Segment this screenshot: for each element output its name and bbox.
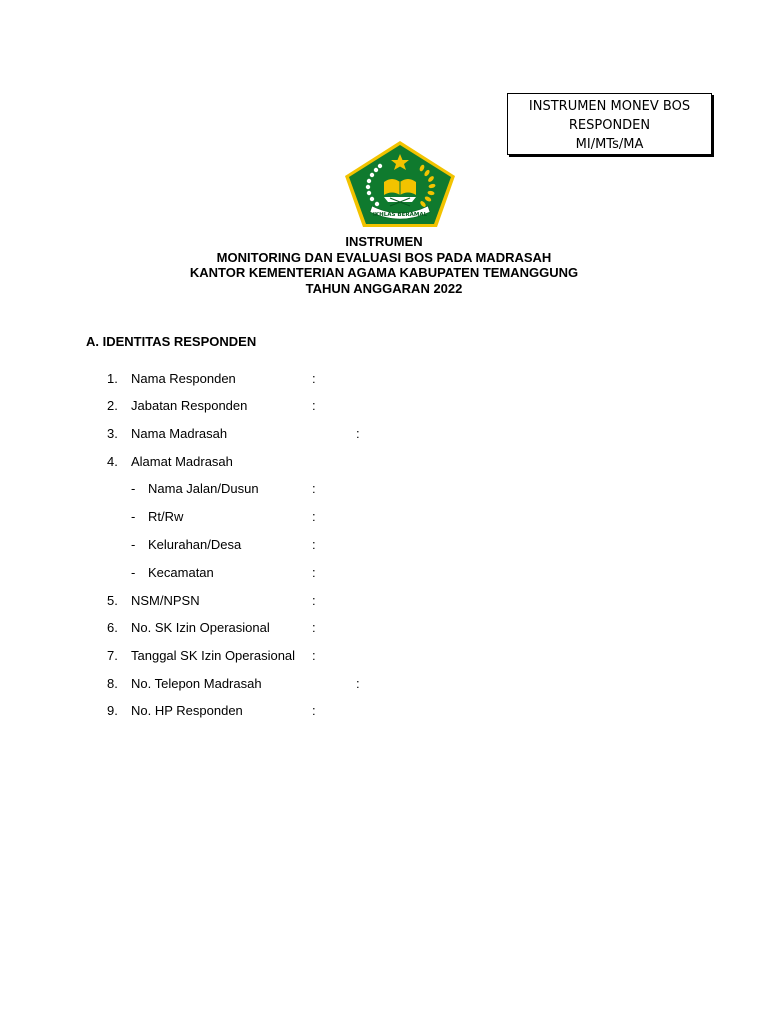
title-line-1: INSTRUMEN bbox=[345, 234, 423, 249]
field-label: Nama Madrasah bbox=[131, 426, 228, 441]
field-colon: : bbox=[312, 509, 316, 524]
field-label: Kecamatan bbox=[148, 565, 214, 580]
sub-item-dash: - bbox=[131, 509, 136, 524]
field-colon: : bbox=[312, 620, 316, 635]
document-type-line-1: INSTRUMEN MONEV BOS bbox=[528, 99, 691, 114]
item-number: 5. bbox=[107, 593, 118, 608]
field-label: NSM/NPSN bbox=[131, 593, 200, 608]
field-label: No. Telepon Madrasah bbox=[131, 676, 262, 691]
item-number: 7. bbox=[107, 648, 118, 663]
title-line-3: KANTOR KEMENTERIAN AGAMA KABUPATEN TEMANGGUNG bbox=[189, 265, 579, 280]
emblem-motto: IKHLAS BERAMAL bbox=[372, 212, 428, 218]
field-label: Tanggal SK Izin Operasional bbox=[131, 648, 296, 663]
field-colon: : bbox=[312, 593, 316, 608]
field-colon: : bbox=[312, 371, 316, 386]
item-number: 6. bbox=[107, 620, 118, 635]
field-label: Alamat Madrasah bbox=[131, 454, 233, 469]
document-type-line-2: RESPONDEN bbox=[568, 118, 651, 133]
document-title bbox=[0, 234, 768, 296]
title-line-4: TAHUN ANGGARAN 2022 bbox=[305, 280, 463, 296]
item-number: 3. bbox=[107, 426, 118, 441]
field-colon: : bbox=[312, 565, 316, 580]
item-number: 9. bbox=[107, 703, 118, 718]
field-colon: : bbox=[312, 481, 316, 496]
document-type-line-3: MI/MTs/MA bbox=[575, 137, 644, 152]
title-line-2: MONITORING DAN EVALUASI BOS PADA MADRASAH bbox=[216, 249, 552, 265]
item-number: 8. bbox=[107, 676, 118, 691]
item-number: 2. bbox=[107, 398, 118, 413]
field-colon: : bbox=[312, 537, 316, 552]
kementerian-agama-emblem-icon bbox=[344, 140, 456, 228]
field-colon: : bbox=[356, 676, 360, 691]
field-label: Kelurahan/Desa bbox=[148, 537, 242, 552]
item-number: 4. bbox=[107, 454, 118, 469]
sub-item-dash: - bbox=[131, 565, 136, 580]
field-colon: : bbox=[312, 648, 316, 663]
item-number: 1. bbox=[107, 371, 118, 386]
field-label: Nama Responden bbox=[131, 371, 236, 386]
section-a-heading: A. IDENTITAS RESPONDEN bbox=[86, 334, 257, 349]
field-colon: : bbox=[312, 703, 316, 718]
field-label: Jabatan Responden bbox=[131, 398, 248, 413]
field-colon: : bbox=[356, 426, 360, 441]
document-type-box bbox=[507, 93, 712, 155]
field-label: Rt/Rw bbox=[148, 509, 184, 524]
sub-item-dash: - bbox=[131, 537, 136, 552]
field-label: Nama Jalan/Dusun bbox=[148, 481, 259, 496]
field-label: No. SK Izin Operasional bbox=[131, 620, 270, 635]
field-label: No. HP Responden bbox=[131, 703, 243, 718]
field-colon: : bbox=[312, 398, 316, 413]
sub-item-dash: - bbox=[131, 481, 136, 496]
